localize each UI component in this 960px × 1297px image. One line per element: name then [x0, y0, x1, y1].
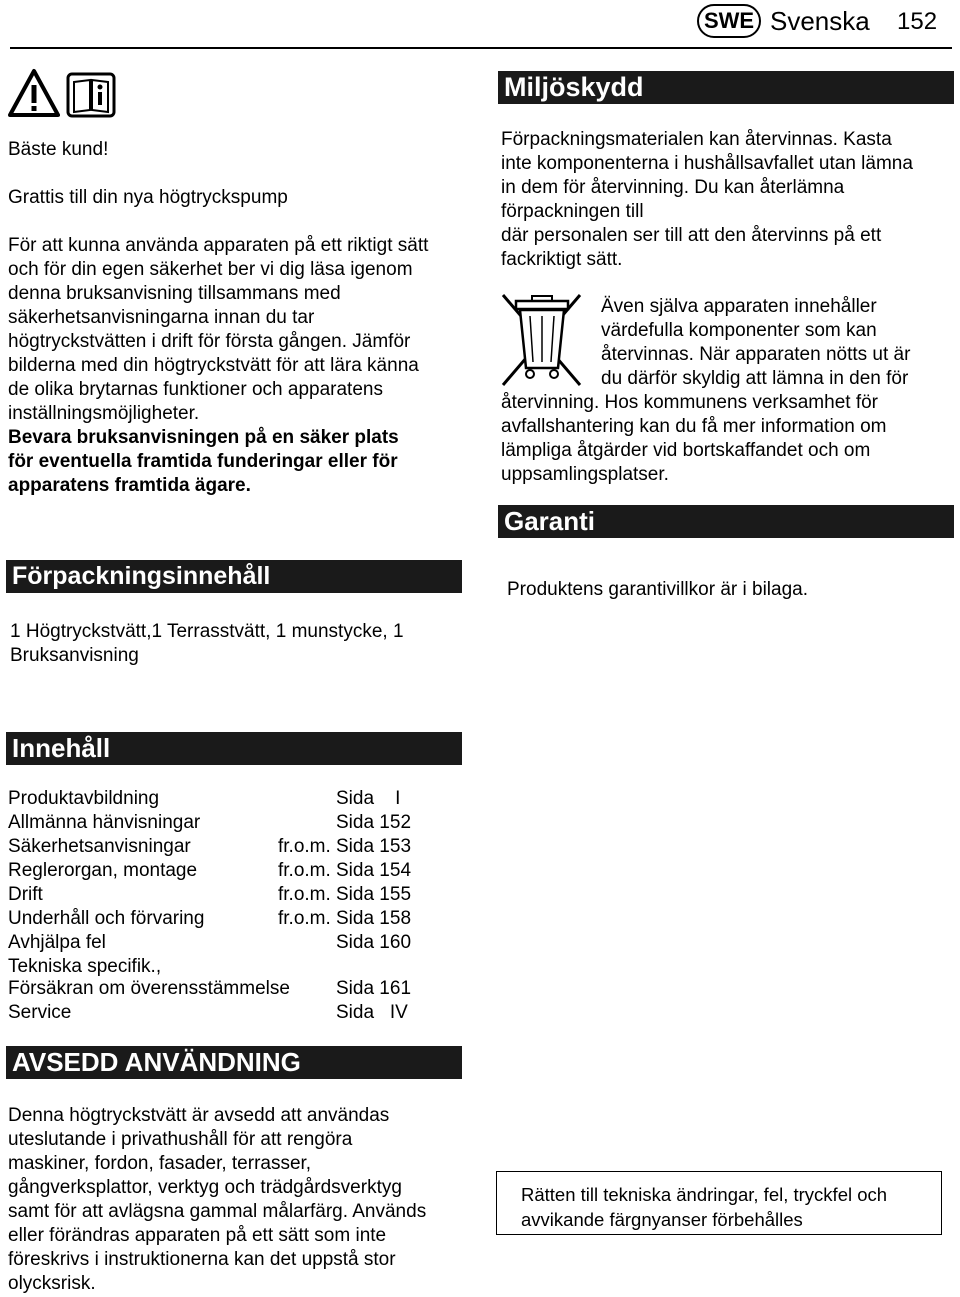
toc-prefix: fr.o.m.: [278, 836, 331, 857]
environment-line: lämpliga åtgärder vid bortskaffandet och om: [501, 440, 871, 461]
intro-bold-line: för eventuella framtida funderingar eller för: [8, 451, 398, 472]
environment-line: in dem för återvinning. Du kan återlämna: [501, 177, 845, 198]
recycle-bin-crossed-icon: [500, 290, 584, 390]
package-line: Bruksanvisning: [10, 645, 139, 666]
toc-page: Sida 154: [336, 860, 412, 881]
intended-use-line: olycksrisk.: [8, 1273, 96, 1294]
intended-use-line: maskiner, fordon, fasader, terrasser,: [8, 1153, 312, 1174]
toc-label: Service: [8, 1002, 72, 1023]
toc-prefix: fr.o.m.: [278, 908, 331, 929]
notice-line: Rätten till tekniska ändringar, fel, tryckfel och: [521, 1184, 888, 1205]
intro-line: inställningsmöjligheter.: [8, 403, 200, 424]
environment-line: fackriktigt sätt.: [501, 249, 623, 270]
intended-use-line: eller förändras apparaten på ett sätt som inte: [8, 1225, 387, 1246]
environment-line: återvinning. Hos kommunens verksamhet för: [501, 392, 878, 413]
toc-page: Sida 155: [336, 884, 412, 905]
toc-label: Underhåll och förvaring: [8, 908, 205, 929]
package-line: 1 Högtryckstvätt,1 Terrasstvätt, 1 munstycke, 1: [10, 621, 404, 642]
warranty-heading: Garanti: [498, 505, 954, 538]
intro-bold-line: apparatens framtida ägare.: [8, 475, 251, 496]
toc-page: Sida 160: [336, 932, 412, 953]
page-number: 152: [897, 8, 938, 35]
toc-label: Reglerorgan, montage: [8, 860, 198, 881]
toc-label: Försäkran om överensstämmelse: [8, 978, 290, 999]
toc-row: [8, 978, 438, 1002]
environment-line: där personalen ser till att den återvinns på ett: [501, 225, 882, 246]
intro-line: bilderna med din högtryckstvätt för att lära känna: [8, 355, 419, 376]
notice-box: [496, 1171, 942, 1235]
toc-page: Sida IV: [336, 1002, 408, 1023]
toc-page: Sida 158: [336, 908, 412, 929]
greeting: Bäste kund!: [8, 139, 109, 160]
manual-icon: [66, 72, 116, 118]
intro-line: högtryckstvätten i drift för första gången. Jämför: [8, 331, 411, 352]
environment-line: inte komponenterna i hushållsavfallet utan lämna: [501, 153, 913, 174]
intro-line: denna bruksanvisning tillsammans med: [8, 283, 341, 304]
toc-row: [8, 932, 438, 956]
toc-page: Sida 153: [336, 836, 412, 857]
intro-line: de olika brytarnas funktioner och apparatens: [8, 379, 383, 400]
toc-page: Sida 152: [336, 812, 412, 833]
toc-row: [8, 788, 438, 812]
toc-label: Produktavbildning: [8, 788, 160, 809]
environment-indented-line: Även själva apparaten innehåller: [601, 296, 877, 317]
toc-prefix: fr.o.m.: [278, 860, 331, 881]
intended-use-line: Denna högtryckstvätt är avsedd att användas: [8, 1105, 390, 1126]
contents-heading: Innehåll: [6, 732, 462, 765]
environment-line: förpackningen till: [501, 201, 644, 222]
intended-use-line: gångverksplattor, verktyg och trädgårdsverktyg: [8, 1177, 402, 1198]
package-heading: Förpackningsinnehåll: [6, 560, 462, 593]
toc-label: Tekniska specifik.,: [8, 956, 162, 977]
language-code-badge: SWE: [697, 4, 761, 38]
toc-row: [8, 836, 438, 860]
toc-row: [8, 884, 438, 908]
intended-use-heading: AVSEDD ANVÄNDNING: [6, 1046, 462, 1079]
toc-label: Säkerhetsanvisningar: [8, 836, 191, 857]
intro-line: säkerhetsanvisningarna innan du tar: [8, 307, 315, 328]
environment-indented-line: värdefulla komponenter som kan: [601, 320, 877, 341]
notice-line: avvikande färgnyanser förbehålles: [521, 1209, 803, 1230]
warranty-text: Produktens garantivillkor är i bilaga.: [507, 579, 808, 600]
environment-heading: Miljöskydd: [498, 71, 954, 104]
toc-row: [8, 812, 438, 836]
toc-label: Avhjälpa fel: [8, 932, 106, 953]
toc-row: [8, 1002, 438, 1026]
toc-row: [8, 860, 438, 884]
intended-use-line: samt för att avlägsna gammal målarfärg. Används: [8, 1201, 427, 1222]
toc-prefix: fr.o.m.: [278, 884, 331, 905]
intended-use-line: uteslutande i privathushåll för att rengöra: [8, 1129, 353, 1150]
environment-line: avfallshantering kan du få mer information om: [501, 416, 887, 437]
toc-label: Drift: [8, 884, 43, 905]
header-rule: [10, 47, 952, 49]
toc-row: [8, 908, 438, 932]
intended-use-line: föreskrivs i instruktionerna kan det uppstå stor: [8, 1249, 396, 1270]
language-name: Svenska: [770, 6, 870, 36]
toc-label: Allmänna hänvisningar: [8, 812, 201, 833]
intro-line: och för din egen säkerhet ber vi dig läsa igenom: [8, 259, 413, 280]
environment-line: Förpackningsmaterialen kan återvinnas. Kasta: [501, 129, 892, 150]
intro-bold-line: Bevara bruksanvisningen på en säker plats: [8, 427, 399, 448]
toc-page: Sida 161: [336, 978, 412, 999]
congrats-text: Grattis till din nya högtryckspump: [8, 187, 288, 208]
warning-icon: [8, 68, 60, 118]
environment-indented-line: du därför skyldig att lämna in den för: [601, 368, 909, 389]
environment-line: uppsamlingsplatser.: [501, 464, 669, 485]
intro-line: För att kunna använda apparaten på ett riktigt sätt: [8, 235, 429, 256]
toc-page: Sida I: [336, 788, 401, 809]
toc-row: [8, 956, 438, 980]
environment-indented-line: återvinnas. När apparaten nötts ut är: [601, 344, 911, 365]
